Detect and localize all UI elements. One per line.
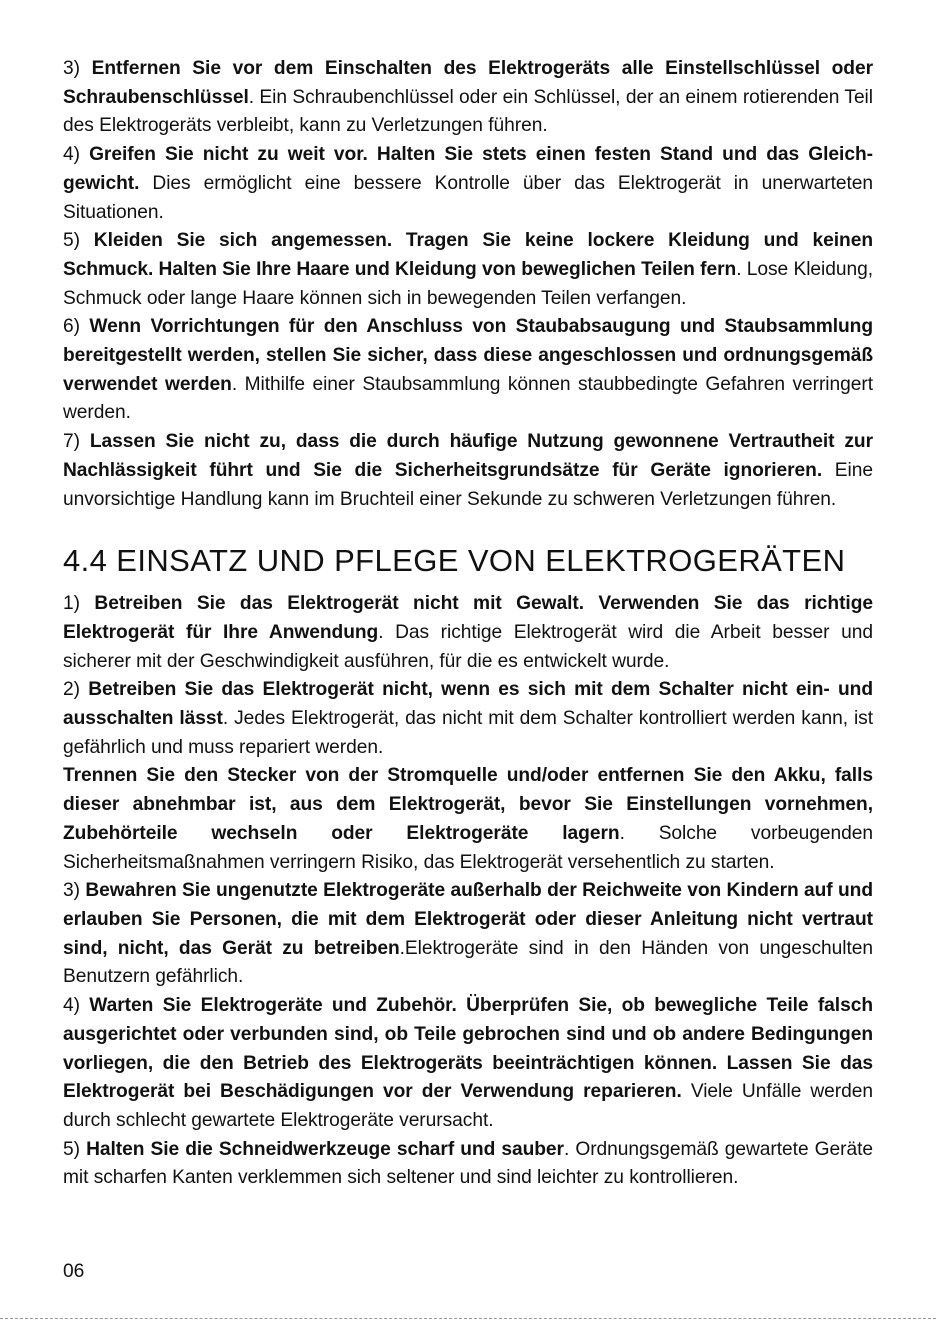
item-number: 6) [63,316,80,338]
list-item [63,992,873,1136]
item-text: Eine unvorsichtige Handlung kann im Bruchteil einer Sekunde zu schweren Verletzungen führen. [63,459,873,510]
item-bold-text: Warten Sie Elektrogeräte und Zubehör. Überprüfen Sie, ob bewegliche Teile falsch ausgerichtet oder verbunden sind, ob Teile gebrochen sind und ob andere Bedingungen vorliegen, die den Betrieb des Elektrogeräts beeinträchtigen können. Lassen Sie das Elektrogerät bei Beschädigungen vor der Verwendung reparieren. [63,995,873,1103]
list-item [63,1136,873,1193]
item-text: .Elektrogeräte sind in den Händen von ungeschulten Benutzern gefährlich. [63,937,873,988]
list-item [63,762,873,877]
item-bold-text: Lassen Sie nicht zu, dass die durch häufige Nutzung gewonnene Vertrautheit zur Nachlässigkeit führt und Sie die Sicherheitsgrundsätze für Geräte ignorieren. [63,431,874,481]
item-number: 5) [63,230,80,252]
item-number: 7) [63,431,80,453]
item-text: . Ordnungsgemäß gewartete Geräte mit scharfen Kanten verklemmen sich seltener und sind leichter zu kontrollieren. [63,1138,874,1189]
document-page [63,55,873,1193]
item-bold-text: Bewahren Sie ungenutzte Elektrogeräte außerhalb der Reichweite von Kindern auf und erlauben Sie Personen, die mit dem Elektrogerät oder dieser Anleitung nicht vertraut sind, nicht, das Gerät zu betreiben [63,880,873,959]
item-number: 4) [63,995,80,1017]
item-bold-text: Betreiben Sie das Elektrogerät nicht, wenn es sich mit dem Schalter nicht ein- und ausschalten lässt [63,679,874,730]
item-bold-text: Trennen Sie den Stecker von der Stromquelle und/oder entfernen Sie den Akku, falls dieser abnehmbar ist, aus dem Elektrogerät, bevor Sie Einstellungen vornehmen, Zubehörteile wechseln oder Elektrogeräte lagern [63,765,873,844]
list-item [63,227,873,313]
item-bold-text: Kleiden Sie sich angemessen. Tragen Sie keine lockere Kleidung und keinen Schmuck. Halten Sie Ihre Haare und Kleidung von beweglichen Teilen fern [63,230,873,280]
item-bold-text: Halten Sie die Schneidwerkzeuge scharf und sauber [86,1138,564,1160]
item-text: . Jedes Elektrogerät, das nicht mit dem Schalter kontrolliert werden kann, ist gefährlich und muss repariert werden. [63,708,873,758]
list-item [63,590,873,676]
list-item [63,313,873,428]
list-item [63,428,873,514]
item-number: 1) [63,593,80,615]
item-text: . Solche vorbeugenden Sicherheitsmaßnahmen verringern Risiko, das Elektrogerät versehentlich zu starten. [63,822,873,873]
item-text: . Lose Kleidung, Schmuck oder lange Haare können sich in bewegenden Teilen verfangen. [63,258,874,309]
item-text: . Ein Schraubenchlüssel oder ein Schlüssel, der an einem rotierenden Teil des Elektrogeräts verbleibt, kann zu Verletzungen führen. [63,86,873,137]
item-text: Dies ermöglicht eine bessere Kontrolle über das Elektrogerät in unerwarteten Situationen. [63,172,873,223]
item-text: Viele Unfälle werden durch schlecht gewartete Elektrogeräte verursacht. [63,1081,873,1131]
item-number: 3) [63,58,80,79]
item-number: 2) [63,679,80,701]
item-bold-text: Wenn Vorrichtungen für den Anschluss von Staubabsaugung und Staubsammlung bereitgestellt werden, stellen Sie sicher, dass diese angeschlossen und ordnungsgemäß verwendet werden [63,316,874,395]
page-number: 06 [63,1261,85,1282]
item-number: 4) [63,144,80,166]
list-item [63,877,873,992]
list-item [63,141,873,227]
section-heading: 4.4 EINSATZ UND PFLEGE VON ELEKTROGERÄTEN [63,543,846,579]
item-number: 3) [63,880,80,902]
item-bold-text: Greifen Sie nicht zu weit vor. Halten Sie stets einen festen Stand und das Gleichgewicht. [63,144,873,194]
item-text: . Das richtige Elektrogerät wird die Arbeit besser und sicherer mit der Geschwindigkeit ausführen, für die es entwickelt wurde. [63,621,873,672]
list-item [63,676,873,762]
footer-divider [0,1318,936,1319]
list-item [63,55,873,141]
item-bold-text: Betreiben Sie das Elektrogerät nicht mit Gewalt. Verwenden Sie das richtige Elektrogerät für Ihre Anwendung [63,593,873,643]
item-bold-text: Entfernen Sie vor dem Einschalten des Elektrogeräts alle Einstellschlüssel oder Schraubenschlüssel [63,58,874,108]
item-text: . Mithilfe einer Staubsammlung können staubbedingte Gefahren verringert werden. [63,373,873,424]
item-number: 5) [63,1138,80,1160]
